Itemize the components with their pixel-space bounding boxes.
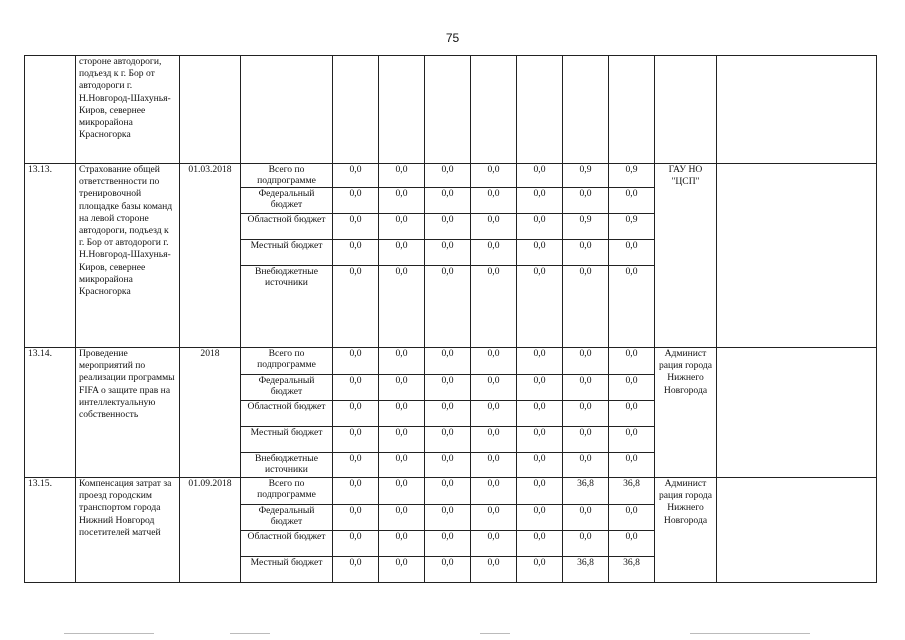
value-cell: 0,0 (379, 266, 425, 348)
value-cell: 0,0 (379, 531, 425, 557)
value-cell: 36,8 (563, 478, 609, 505)
value-cell: 0,0 (609, 266, 655, 348)
date-cell: 2018 (180, 348, 241, 478)
item-name-cell: стороне автодороги, подъезд к г. Бор от автодороги г. Н.Новгород-Шахунья-Киров, севернее микрорайона Красногорка (76, 56, 180, 164)
value-cell: 0,0 (563, 240, 609, 266)
value-cell: 0,0 (379, 188, 425, 214)
value-cell: 0,0 (333, 557, 379, 583)
value-cell: 0,0 (425, 557, 471, 583)
value-cell: 36,8 (563, 557, 609, 583)
value-cell: 0,0 (517, 375, 563, 401)
value-cell: 0,0 (333, 348, 379, 375)
note-cell (717, 478, 877, 583)
value-cell: 0,0 (563, 427, 609, 453)
funding-source: Федеральный бюджет (241, 505, 333, 531)
funding-source: Внебюджетные источники (241, 266, 333, 348)
value-cell: 0,0 (333, 478, 379, 505)
value-cell: 36,8 (609, 557, 655, 583)
value-cell: 0,0 (471, 531, 517, 557)
value-cell: 0,0 (609, 505, 655, 531)
value-cell: 0,0 (425, 401, 471, 427)
value-cell: 0,0 (471, 557, 517, 583)
value-cell (425, 56, 471, 164)
note-cell (717, 348, 877, 478)
value-cell: 0,0 (425, 240, 471, 266)
value-cell: 0,0 (333, 453, 379, 478)
value-cell: 0,0 (379, 505, 425, 531)
value-cell: 0,0 (609, 348, 655, 375)
funding-source: Областной бюджет (241, 214, 333, 240)
executor-cell: ГАУ НО "ЦСП" (655, 164, 717, 348)
footer-rule (230, 633, 270, 634)
value-cell: 0,0 (517, 214, 563, 240)
item-name-cell: Страхование общей ответственности по тренировочной площадке базы команд на левой стороне автодороги, подъезд к г. Бор от автодороги г. Н.Новгород-Шахунья-Киров, севернее микрорайона Красногорка (76, 164, 180, 348)
item-number: 13.15. (25, 478, 76, 583)
value-cell: 0,0 (379, 214, 425, 240)
value-cell: 0,0 (609, 531, 655, 557)
value-cell: 0,0 (517, 348, 563, 375)
value-cell: 0,0 (563, 188, 609, 214)
funding-source: Местный бюджет (241, 427, 333, 453)
value-cell: 0,0 (517, 557, 563, 583)
value-cell: 0,0 (563, 401, 609, 427)
value-cell: 0,0 (333, 266, 379, 348)
date-cell (180, 56, 241, 164)
value-cell: 0,0 (517, 164, 563, 188)
value-cell: 0,9 (563, 164, 609, 188)
value-cell (563, 56, 609, 164)
page-number: 75 (445, 31, 460, 45)
table-body (25, 56, 877, 583)
value-cell: 0,0 (425, 375, 471, 401)
value-cell: 0,0 (379, 375, 425, 401)
value-cell (471, 56, 517, 164)
footer-rule (480, 633, 510, 634)
value-cell: 0,0 (609, 375, 655, 401)
value-cell: 0,0 (333, 375, 379, 401)
value-cell: 0,0 (379, 348, 425, 375)
value-cell: 0,0 (471, 164, 517, 188)
value-cell (379, 56, 425, 164)
value-cell: 0,0 (425, 164, 471, 188)
value-cell: 0,0 (517, 531, 563, 557)
value-cell: 0,0 (379, 401, 425, 427)
value-cell: 0,0 (379, 240, 425, 266)
value-cell: 0,0 (333, 188, 379, 214)
funding-source: Федеральный бюджет (241, 188, 333, 214)
value-cell: 0,0 (609, 453, 655, 478)
item-number: 13.14. (25, 348, 76, 478)
executor-cell: Админист рация города Нижнего Новгорода (655, 348, 717, 478)
value-cell: 0,9 (563, 214, 609, 240)
table-row (25, 56, 877, 164)
funding-source: Областной бюджет (241, 401, 333, 427)
num-cell (25, 56, 76, 164)
value-cell: 0,0 (609, 240, 655, 266)
value-cell (609, 56, 655, 164)
value-cell: 0,0 (609, 188, 655, 214)
value-cell: 0,0 (563, 453, 609, 478)
value-cell (333, 56, 379, 164)
footer-rule (64, 633, 154, 634)
value-cell: 0,0 (517, 266, 563, 348)
value-cell: 0,0 (471, 401, 517, 427)
value-cell: 0,0 (471, 478, 517, 505)
value-cell: 0,0 (471, 348, 517, 375)
value-cell: 0,0 (425, 188, 471, 214)
value-cell: 0,0 (333, 505, 379, 531)
value-cell: 0,0 (425, 427, 471, 453)
value-cell: 0,0 (471, 240, 517, 266)
value-cell: 0,0 (471, 266, 517, 348)
value-cell: 0,0 (471, 214, 517, 240)
executor-cell: Админист рация города Нижнего Новгорода (655, 478, 717, 583)
value-cell: 0,0 (563, 531, 609, 557)
executor-cell (655, 56, 717, 164)
value-cell: 0,0 (471, 188, 517, 214)
value-cell: 0,0 (517, 453, 563, 478)
value-cell: 0,0 (379, 557, 425, 583)
value-cell: 0,0 (471, 505, 517, 531)
value-cell: 0,0 (517, 188, 563, 214)
note-cell (717, 56, 877, 164)
footer-rule (690, 633, 810, 634)
date-cell: 01.09.2018 (180, 478, 241, 583)
item-name-cell: Проведение мероприятий по реализации программы FIFA о защите прав на интеллектуальную собственность (76, 348, 180, 478)
value-cell: 0,0 (333, 531, 379, 557)
value-cell: 0,0 (563, 348, 609, 375)
value-cell: 0,0 (517, 240, 563, 266)
item-number: 13.13. (25, 164, 76, 348)
value-cell: 0,0 (425, 348, 471, 375)
value-cell: 0,0 (379, 478, 425, 505)
value-cell: 0,0 (425, 214, 471, 240)
funding-source: Местный бюджет (241, 240, 333, 266)
value-cell (517, 56, 563, 164)
value-cell: 0,0 (563, 266, 609, 348)
value-cell: 0,0 (333, 240, 379, 266)
value-cell: 0,0 (425, 531, 471, 557)
value-cell: 0,0 (471, 453, 517, 478)
table-row (25, 478, 877, 505)
value-cell: 0,9 (609, 214, 655, 240)
value-cell: 0,0 (333, 214, 379, 240)
value-cell: 0,0 (379, 164, 425, 188)
value-cell: 36,8 (609, 478, 655, 505)
source-cell (241, 56, 333, 164)
value-cell: 0,0 (425, 505, 471, 531)
value-cell: 0,0 (517, 427, 563, 453)
value-cell: 0,0 (333, 401, 379, 427)
date-cell: 01.03.2018 (180, 164, 241, 348)
funding-source: Федеральный бюджет (241, 375, 333, 401)
program-table (24, 55, 877, 583)
value-cell: 0,0 (563, 375, 609, 401)
value-cell: 0,0 (517, 505, 563, 531)
table-row (25, 348, 877, 375)
value-cell: 0,9 (609, 164, 655, 188)
value-cell: 0,0 (471, 427, 517, 453)
value-cell: 0,0 (563, 505, 609, 531)
value-cell: 0,0 (333, 427, 379, 453)
value-cell: 0,0 (609, 401, 655, 427)
value-cell: 0,0 (517, 401, 563, 427)
value-cell: 0,0 (471, 375, 517, 401)
funding-source: Всего по подпрограмме (241, 478, 333, 505)
item-name-cell: Компенсация затрат за проезд городским транспортом города Нижний Новгород посетителей матчей (76, 478, 180, 583)
funding-source: Всего по подпрограмме (241, 348, 333, 375)
value-cell: 0,0 (379, 453, 425, 478)
value-cell: 0,0 (425, 453, 471, 478)
note-cell (717, 164, 877, 348)
funding-source: Областной бюджет (241, 531, 333, 557)
value-cell: 0,0 (609, 427, 655, 453)
funding-source: Местный бюджет (241, 557, 333, 583)
funding-source: Внебюджетные источники (241, 453, 333, 478)
table-row (25, 164, 877, 188)
value-cell: 0,0 (425, 266, 471, 348)
funding-source: Всего по подпрограмме (241, 164, 333, 188)
value-cell: 0,0 (517, 478, 563, 505)
value-cell: 0,0 (379, 427, 425, 453)
value-cell: 0,0 (425, 478, 471, 505)
value-cell: 0,0 (333, 164, 379, 188)
